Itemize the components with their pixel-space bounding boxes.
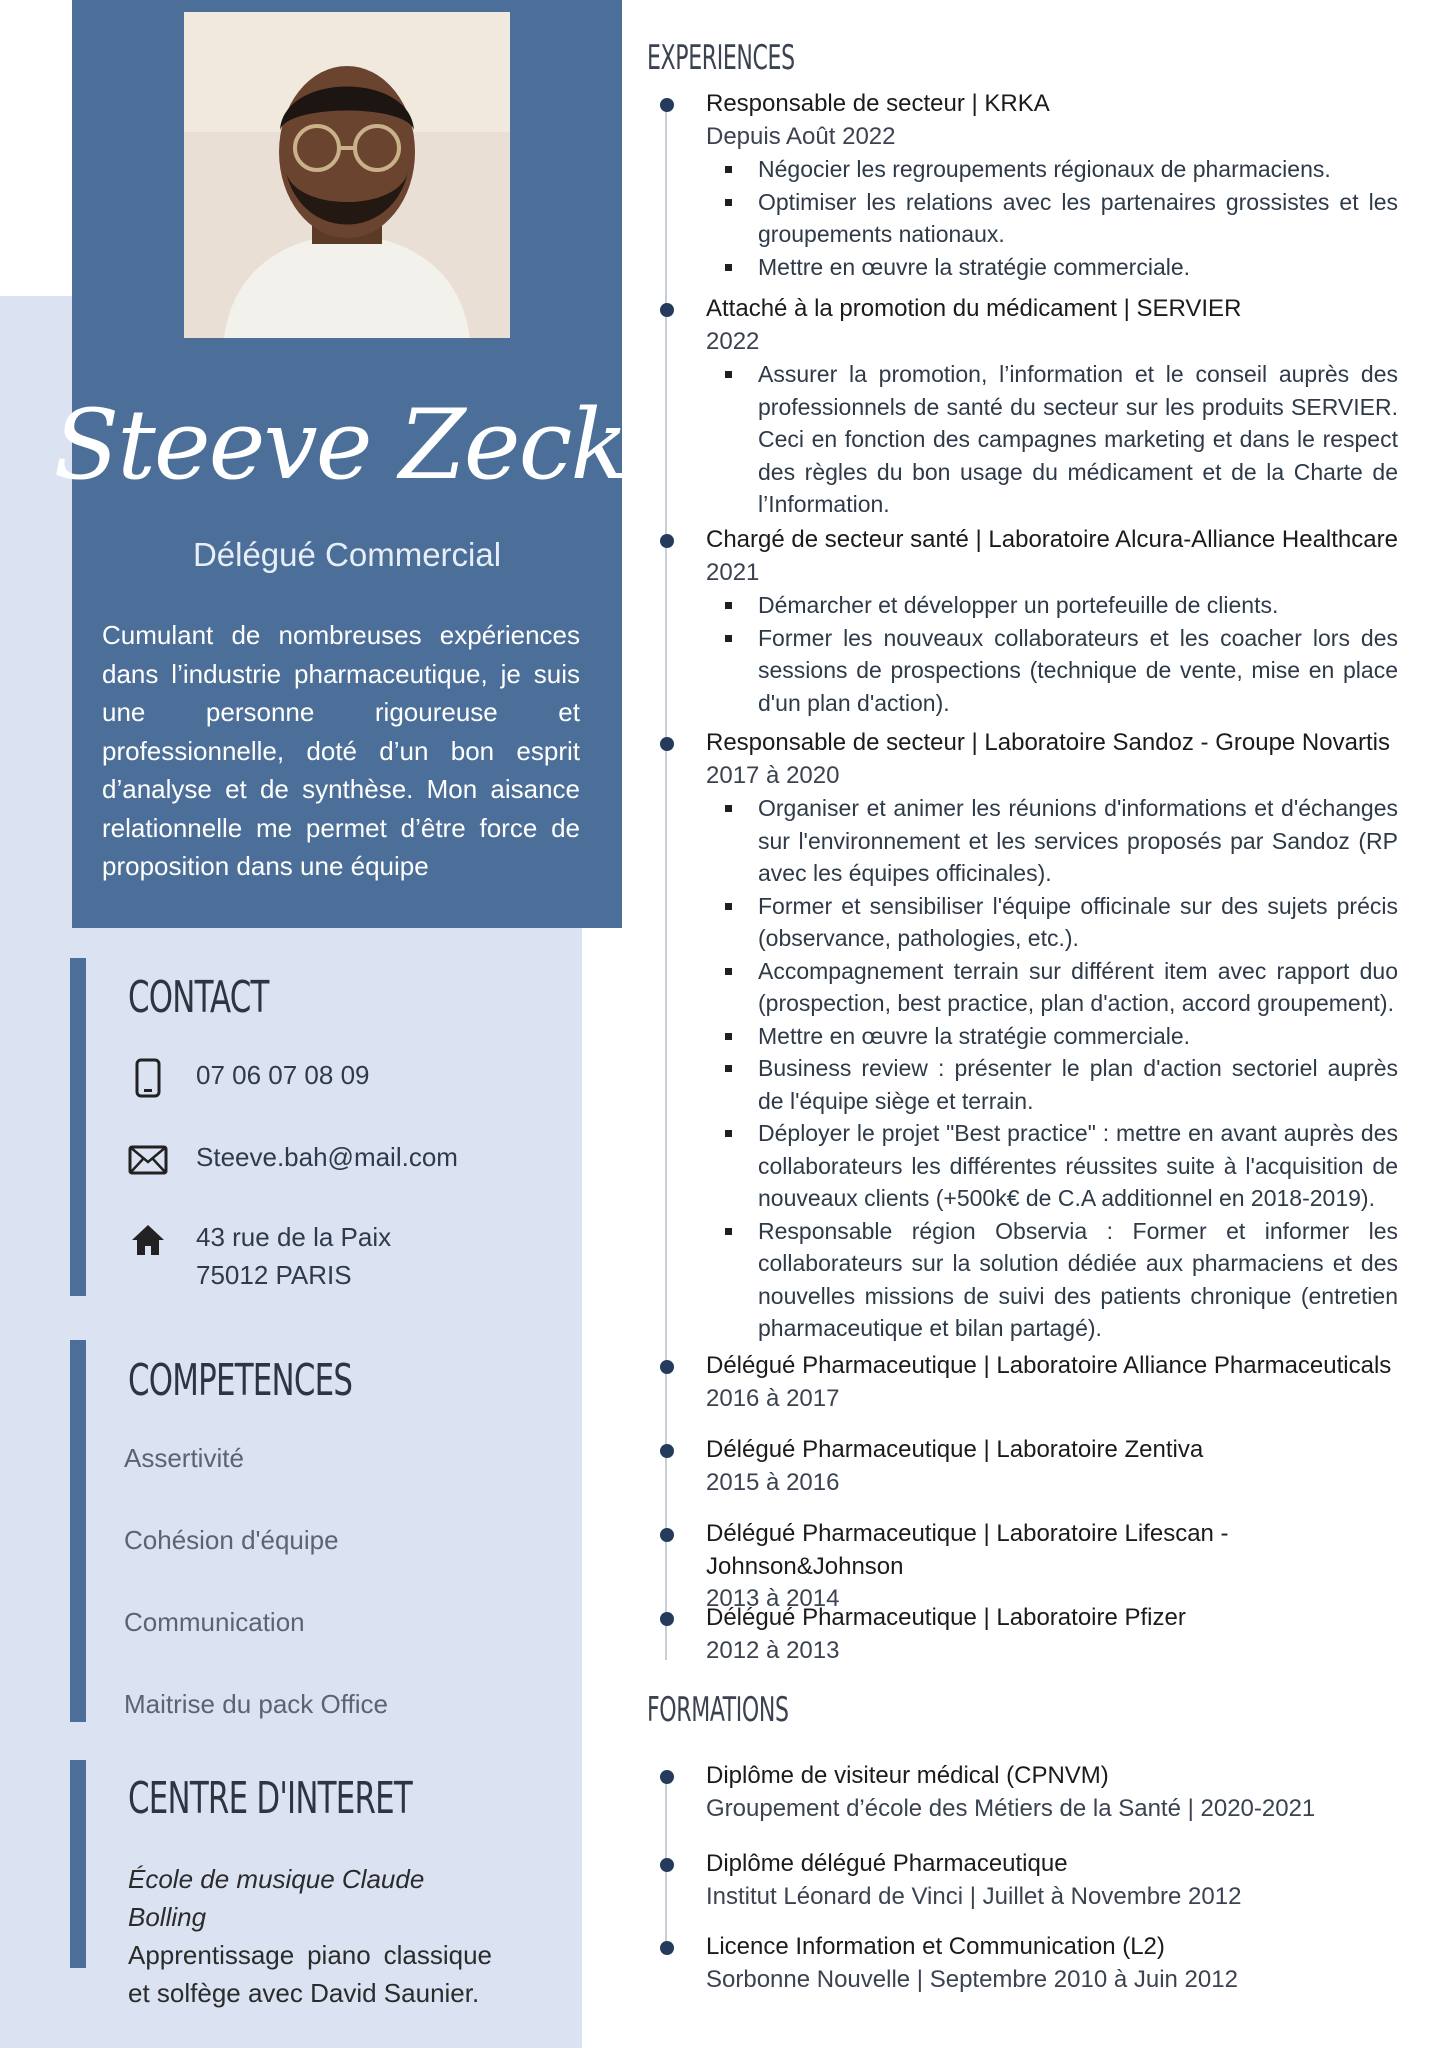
experience-date: 2017 à 2020 [706, 761, 840, 789]
experience-bullets [706, 589, 1398, 719]
home-icon [126, 1218, 170, 1262]
experience-entry [706, 727, 1398, 1345]
experience-date: 2021 [706, 558, 760, 586]
experience-bullet: Négocier les regroupements régionaux de pharmaciens. [758, 153, 1398, 186]
skill-item: Communication [124, 1607, 305, 1637]
experience-title: Chargé de secteur santé | Laboratoire Alcura-Alliance Healthcare [706, 526, 1398, 553]
profile-photo [184, 12, 510, 338]
experience-entry [706, 1350, 1398, 1415]
experience-entry [706, 524, 1398, 719]
profile-summary: Cumulant de nombreuses expériences dans l’industrie pharmaceutique, je suis une personne rigoureuse et professionnelle, doté d’un bon esprit d’analyse et de synthèse. Mon aisance relationnelle me permet d’être force de proposition dans une équipe [102, 620, 580, 881]
skill-item: Cohésion d'équipe [124, 1525, 339, 1555]
address-line-2: 75012 PARIS [196, 1260, 352, 1290]
experience-date: 2013 à 2014 [706, 1585, 840, 1612]
experience-bullet: Mettre en œuvre la stratégie commerciale. [758, 251, 1398, 284]
postal-address [196, 1218, 391, 1294]
candidate-name [53, 360, 627, 540]
experience-date: 2015 à 2016 [706, 1468, 840, 1496]
experiences-heading: EXPERIENCES [647, 38, 795, 78]
timeline-dot [660, 1858, 674, 1872]
formation-details: Sorbonne Nouvelle | Septembre 2010 à Juin 2012 [706, 1965, 1238, 1993]
contact-email [126, 1138, 458, 1182]
skill-item: Maitrise du pack Office [124, 1689, 388, 1719]
envelope-icon [126, 1138, 170, 1182]
timeline-dot [660, 1360, 674, 1374]
competences-heading: COMPETENCES [128, 1355, 353, 1406]
formation-title: Diplôme délégué Pharmaceutique [706, 1850, 1068, 1877]
experience-bullet: Assurer la promotion, l’information et le conseil auprès des professionnels de santé du secteur sur les produits SERVIER. Ceci en fonction des campagnes marketing et dans le respect des règles du bon usage du médicament et de la Charte de l’Information. [758, 358, 1398, 521]
formation-entry [706, 1760, 1398, 1825]
interest-description: Apprentissage piano classique et solfège avec David Saunier. [128, 1940, 492, 2008]
experience-bullet: Mettre en œuvre la stratégie commerciale. [758, 1020, 1398, 1053]
experience-entry [706, 293, 1398, 521]
contact-heading: CONTACT [128, 972, 269, 1023]
job-title: Délégué Commercial [192, 536, 502, 573]
experience-date: 2022 [706, 327, 760, 355]
skill-item: Assertivité [124, 1443, 244, 1473]
experience-bullet: Déployer le projet "Best practice" : mettre en avant auprès des collaborateurs les différentes réussites suite à l'acquisition de nouveaux clients (+500k€ de C.A additionnel en 2018-2019). [758, 1117, 1398, 1215]
experience-date: 2016 à 2017 [706, 1384, 840, 1412]
email-address[interactable]: Steeve.bah@mail.com [196, 1142, 458, 1172]
experience-bullet: Former les nouveaux collaborateurs et les coacher lors des sessions de prospections (technique de vente, mise en place d'un plan d'action). [758, 622, 1398, 720]
timeline-dot [660, 1528, 674, 1542]
experience-title: Délégué Pharmaceutique | Laboratoire Lifescan - Johnson&Johnson [706, 1520, 1229, 1580]
phone-icon [126, 1056, 170, 1100]
experience-bullet: Organiser et animer les réunions d'informations et d'échanges sur l'environnement et les services proposés par Sandoz (RP avec les équipes officinales). [758, 792, 1398, 890]
experience-date: 2012 à 2013 [706, 1636, 840, 1664]
timeline-dot [660, 1612, 674, 1626]
experience-bullet: Business review : présenter le plan d'action sectoriel auprès de l'équipe siège et terrain. [758, 1052, 1398, 1117]
experience-title: Délégué Pharmaceutique | Laboratoire Alliance Pharmaceuticals [706, 1352, 1392, 1379]
timeline-dot [660, 737, 674, 751]
experience-bullets [706, 792, 1398, 1345]
experience-entry [706, 1434, 1398, 1499]
timeline-dot [660, 534, 674, 548]
experience-bullets [706, 358, 1398, 521]
candidate-name-text: Steeve Zeck [53, 389, 627, 501]
phone-number[interactable]: 07 06 07 08 09 [196, 1060, 370, 1090]
formation-title: Diplôme de visiteur médical (CPNVM) [706, 1762, 1109, 1789]
experience-entry [706, 1518, 1398, 1616]
experience-title: Délégué Pharmaceutique | Laboratoire Zentiva [706, 1436, 1204, 1463]
contact-address [126, 1218, 391, 1294]
formation-entry [706, 1931, 1398, 1996]
timeline-dot [660, 303, 674, 317]
formation-title: Licence Information et Communication (L2) [706, 1933, 1165, 1960]
experience-bullet: Responsable région Observia : Former et informer les collaborateurs sur la solution dédiée aux pharmaciens et des nouvelles missions de suivi des patients chronique (entretien pharmaceutique et bilan partagé). [758, 1215, 1398, 1345]
experience-title: Attaché à la promotion du médicament | SERVIER [706, 295, 1242, 322]
experience-bullet: Accompagnement terrain sur différent item avec rapport duo (prospection, best practice, plan d'action, accord groupement). [758, 955, 1398, 1020]
experience-bullet: Optimiser les relations avec les partenaires grossistes et les groupements nationaux. [758, 186, 1398, 251]
contact-phone [126, 1056, 370, 1100]
contact-accent-bar [70, 958, 86, 1296]
timeline-dot [660, 1941, 674, 1955]
timeline-dot [660, 98, 674, 112]
timeline-dot [660, 1770, 674, 1784]
formation-details: Institut Léonard de Vinci | Juillet à Novembre 2012 [706, 1882, 1242, 1910]
timeline-dot [660, 1444, 674, 1458]
interests-accent-bar [70, 1760, 86, 1968]
experience-bullets [706, 153, 1398, 283]
experience-date: Depuis Août 2022 [706, 122, 896, 150]
experience-entry [706, 88, 1398, 283]
formation-entry [706, 1848, 1398, 1913]
interest-school: École de musique Claude Bolling [128, 1864, 425, 1932]
experience-title: Délégué Pharmaceutique | Laboratoire Pfizer [706, 1604, 1186, 1631]
experience-bullet: Former et sensibiliser l'équipe officinale sur des sujets précis (observance, pathologies, etc.). [758, 890, 1398, 955]
address-line-1: 43 rue de la Paix [196, 1222, 392, 1252]
interests-content [128, 1860, 492, 2012]
competences-accent-bar [70, 1340, 86, 1722]
experience-entry [706, 1602, 1398, 1667]
experience-timeline [665, 100, 667, 1660]
experience-bullet: Démarcher et développer un portefeuille de clients. [758, 589, 1398, 622]
experience-title: Responsable de secteur | KRKA [706, 90, 1050, 117]
formation-details: Groupement d’école des Métiers de la Santé | 2020-2021 [706, 1794, 1316, 1822]
formations-heading: FORMATIONS [647, 1690, 789, 1730]
experience-title: Responsable de secteur | Laboratoire Sandoz - Groupe Novartis [706, 729, 1390, 756]
interests-heading: CENTRE D'INTERET [128, 1773, 412, 1824]
